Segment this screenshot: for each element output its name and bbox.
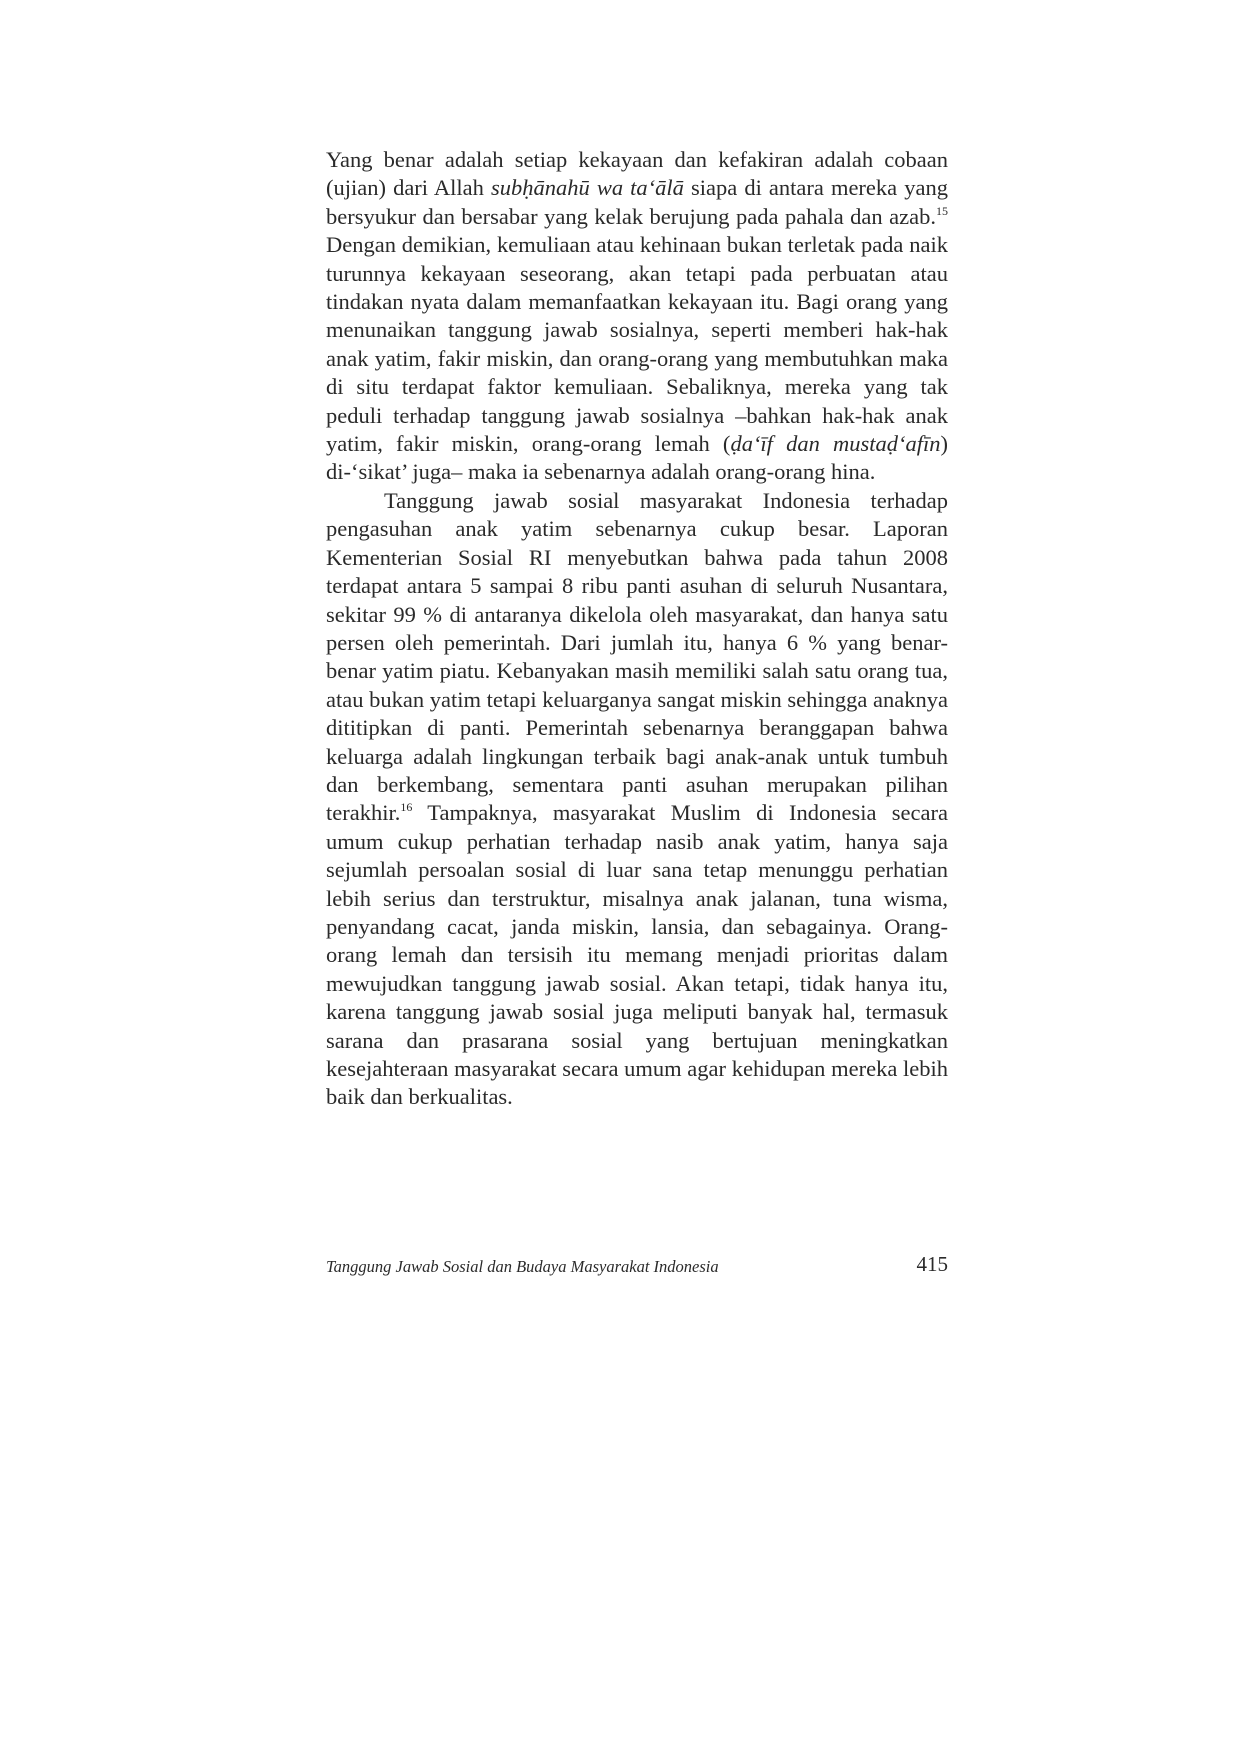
arabic-term-daif: ḍa‘īf dan mustaḍ‘afīn xyxy=(730,431,941,457)
footnote-ref-16: 16 xyxy=(400,800,413,815)
paragraph-1 xyxy=(326,146,948,487)
paragraph-1-text-c: Dengan demikian, kemuliaan atau kehinaan bukan terletak pada naik turunnya kekayaan seseorang, akan tetapi pada perbuatan atau tindakan nyata dalam memanfaatkan kekayaan itu. Bagi orang yang menunaikan tanggung jawab sosialnya, seperti memberi hak-hak anak yatim, fakir miskin, dan orang-orang yang membutuhkan maka di situ terdapat faktor kemuliaan. Sebaliknya, mereka yang tak peduli terhadap tanggung jawab sosialnya –bahkan hak-hak anak yatim, fakir miskin, orang-orang lemah ( xyxy=(326,232,948,457)
paragraph-1-text-d: ) di-‘sikat’ juga– maka ia sebenarnya adalah orang-orang hina. xyxy=(326,431,948,485)
paragraph-1-text-a: Yang benar adalah setiap kekayaan dan kefakiran adalah cobaan (ujian) dari Allah xyxy=(326,147,948,201)
running-footer-title: Tanggung Jawab Sosial dan Budaya Masyarakat Indonesia xyxy=(326,1257,719,1276)
paragraph-2-text-a: Tanggung jawab sosial masyarakat Indonesia terhadap pengasuhan anak yatim sebenarnya cukup besar. Laporan Kementerian Sosial RI menyebutkan bahwa pada tahun 2008 terdapat antara 5 sampai 8 ribu panti asuhan di seluruh Nusantara, sekitar 99 % di antaranya dikelola oleh masyarakat, dan hanya satu persen oleh pemerintah. Dari jumlah itu, hanya 6 % yang benar-benar yatim piatu. Kebanyakan masih memiliki salah satu orang tua, atau bukan yatim tetapi keluarganya sangat miskin sehingga anaknya dititipkan di panti. Pemerintah sebenarnya beranggapan bahwa keluarga adalah lingkungan terbaik bagi anak-anak untuk tumbuh dan berkembang, sementara panti asuhan merupakan pilihan terakhir. xyxy=(326,487,948,826)
body-text xyxy=(326,146,948,1112)
paragraph-2-text-b: Tampaknya, masyarakat Muslim di Indonesia secara umum cukup perhatian terhadap nasib anak yatim, hanya saja sejumlah persoalan sosial di luar sana tetap menunggu perhatian lebih serius dan terstruktur, misalnya anak jalanan, tuna wisma, penyandang cacat, janda miskin, lansia, dan sebagainya. Orang-orang lemah dan tersisih itu memang menjadi prioritas dalam mewujudkan tanggung jawab sosial. Akan tetapi, tidak hanya itu, karena tanggung jawab sosial juga meliputi banyak hal, termasuk sarana dan prasarana sosial yang bertujuan meningkatkan kesejahteraan masyarakat secara umum agar kehidupan mereka lebih baik dan berkualitas. xyxy=(326,800,948,1110)
arabic-term-subhanahu: subḥānahū wa ta‘ālā xyxy=(490,175,684,201)
page-number: 415 xyxy=(916,1252,948,1276)
footnote-ref-15: 15 xyxy=(936,203,948,218)
paragraph-2 xyxy=(326,487,948,1112)
paragraph-1-text-b: siapa di antara mereka yang bersyukur dan bersabar yang kelak berujung pada pahala dan azab. xyxy=(326,175,948,229)
